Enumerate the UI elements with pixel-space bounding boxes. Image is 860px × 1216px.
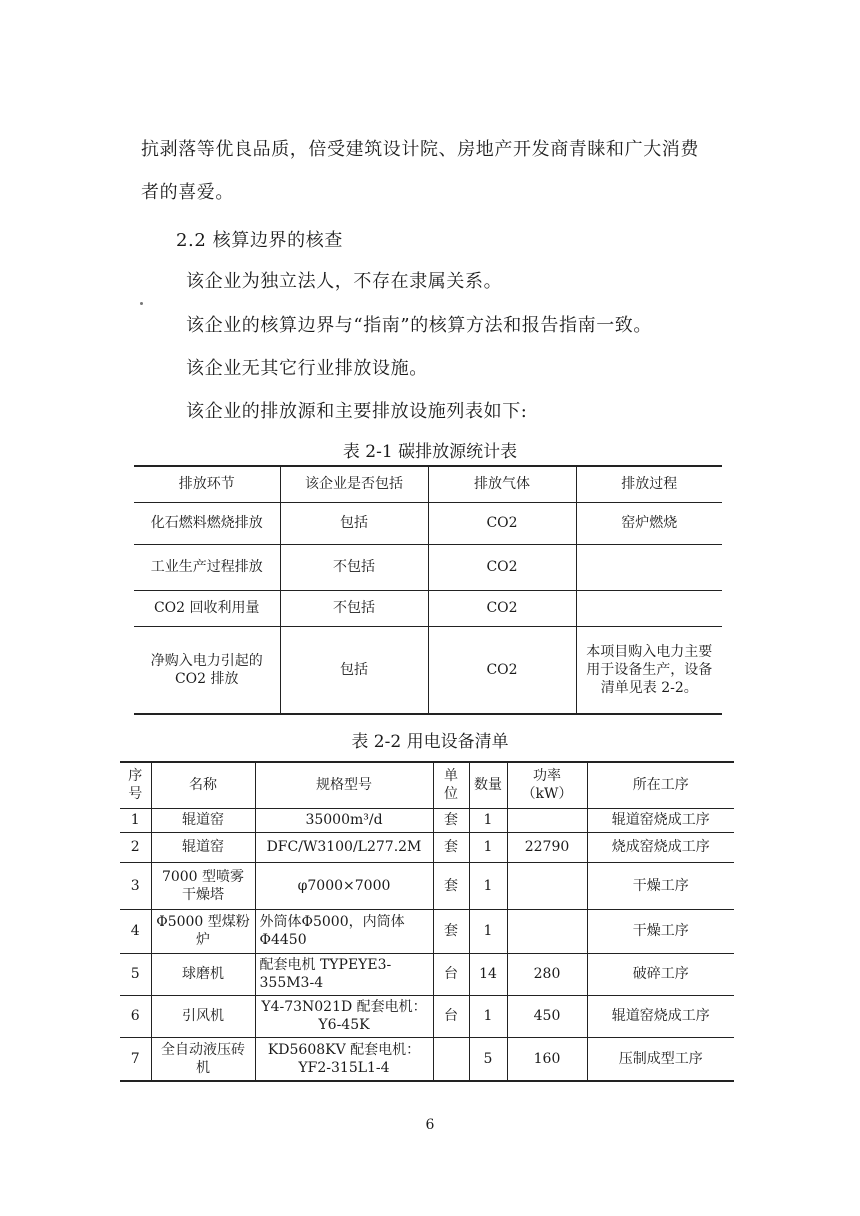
table-cell: 辊道窑烧成工序 <box>587 995 734 1037</box>
table-cell: 3 <box>120 862 151 909</box>
table-cell: Φ5000 型煤粉炉 <box>151 909 255 953</box>
table-cell: 450 <box>507 995 587 1037</box>
table-row <box>120 995 734 1037</box>
table-row <box>120 862 734 909</box>
table-row <box>120 1037 734 1081</box>
table-cell: CO2 <box>428 502 576 544</box>
table-header-cell: 单位 <box>433 762 469 808</box>
table-cell: 工业生产过程排放 <box>134 544 280 590</box>
table-cell: 干燥工序 <box>587 862 734 909</box>
table-cell: 破碎工序 <box>587 953 734 995</box>
table-cell: 包括 <box>280 502 428 544</box>
table-header-row <box>120 762 734 808</box>
paragraph-line-1: 抗剥落等优良品质，倍受建筑设计院、房地产开发商青睐和广大消费 <box>141 139 699 160</box>
table-header-row <box>134 466 722 502</box>
table-header-cell: 排放过程 <box>576 466 722 502</box>
paragraph-line-2: 者的喜爱。 <box>141 182 234 203</box>
table-cell <box>507 808 587 832</box>
table-cell: 套 <box>433 862 469 909</box>
table-cell: 1 <box>120 808 151 832</box>
table-cell: 1 <box>469 995 507 1037</box>
table-cell <box>576 590 722 626</box>
table-header-cell: 排放气体 <box>428 466 576 502</box>
table-cell: Y4-73N021D 配套电机：Y6-45K <box>255 995 433 1037</box>
table-row <box>134 590 722 626</box>
table-cell: 1 <box>469 862 507 909</box>
table-row <box>120 832 734 862</box>
table-row <box>134 544 722 590</box>
table-cell <box>507 862 587 909</box>
table-cell: 不包括 <box>280 544 428 590</box>
table-cell: 1 <box>469 909 507 953</box>
table-cell: 280 <box>507 953 587 995</box>
table-cell: 烧成窑烧成工序 <box>587 832 734 862</box>
table-row <box>120 808 734 832</box>
table-cell: 本项目购入电力主要用于设备生产，设备清单见表 2-2。 <box>576 626 722 714</box>
table-row <box>134 626 722 714</box>
table-cell: 160 <box>507 1037 587 1081</box>
table2-caption: 表 2-2 用电设备清单 <box>351 732 509 752</box>
table-cell: DFC/W3100/L277.2M <box>255 832 433 862</box>
table-cell: 2 <box>120 832 151 862</box>
table-cell: 14 <box>469 953 507 995</box>
table-cell <box>433 1037 469 1081</box>
table-header-cell: 名称 <box>151 762 255 808</box>
table-cell: 1 <box>469 808 507 832</box>
table-cell: 5 <box>120 953 151 995</box>
page-number: 6 <box>425 1117 435 1133</box>
table-header-cell: 所在工序 <box>587 762 734 808</box>
table-header-cell: 规格型号 <box>255 762 433 808</box>
table-cell: 辊道窑 <box>151 808 255 832</box>
table-cell: 净购入电力引起的 CO2 排放 <box>134 626 280 714</box>
paragraph-list-intro: 该企业的排放源和主要排放设施列表如下: <box>186 401 528 422</box>
scan-speck <box>140 302 143 305</box>
table-cell: 配套电机 TYPEYE3-355M3-4 <box>255 953 433 995</box>
table-cell: 7000 型喷雾干燥塔 <box>151 862 255 909</box>
table-cell: 化石燃料燃烧排放 <box>134 502 280 544</box>
table-cell: 窑炉燃烧 <box>576 502 722 544</box>
table-cell: 包括 <box>280 626 428 714</box>
table-cell: 35000m³/d <box>255 808 433 832</box>
table-cell: 干燥工序 <box>587 909 734 953</box>
table-cell: 1 <box>469 832 507 862</box>
table-cell: 压制成型工序 <box>587 1037 734 1081</box>
paragraph-boundary: 该企业的核算边界与“指南”的核算方法和报告指南一致。 <box>186 315 653 336</box>
table-cell: CO2 <box>428 590 576 626</box>
emission-source-table <box>134 465 722 715</box>
table-cell: 22790 <box>507 832 587 862</box>
table-row <box>120 953 734 995</box>
table-header-cell: 序号 <box>120 762 151 808</box>
equipment-table <box>120 761 734 1082</box>
paragraph-other-facilities: 该企业无其它行业排放设施。 <box>186 358 428 379</box>
table-cell: 台 <box>433 995 469 1037</box>
table-cell: 引风机 <box>151 995 255 1037</box>
table-cell: 套 <box>433 808 469 832</box>
table-cell: CO2 回收利用量 <box>134 590 280 626</box>
table-cell: 外筒体Φ5000，内筒体Φ4450 <box>255 909 433 953</box>
table-cell: 全自动液压砖机 <box>151 1037 255 1081</box>
table-cell: CO2 <box>428 626 576 714</box>
table-cell: 6 <box>120 995 151 1037</box>
table-header-cell: 排放环节 <box>134 466 280 502</box>
table1-caption: 表 2-1 碳排放源统计表 <box>342 442 518 462</box>
table-cell: φ7000×7000 <box>255 862 433 909</box>
table-cell: 7 <box>120 1037 151 1081</box>
table-cell: 辊道窑 <box>151 832 255 862</box>
table-cell: KD5608KV 配套电机：YF2-315L1-4 <box>255 1037 433 1081</box>
table-cell: CO2 <box>428 544 576 590</box>
table-cell: 4 <box>120 909 151 953</box>
paragraph-legal-entity: 该企业为独立法人，不存在隶属关系。 <box>186 271 503 292</box>
table-cell: 套 <box>433 909 469 953</box>
table-cell: 辊道窑烧成工序 <box>587 808 734 832</box>
table-cell: 不包括 <box>280 590 428 626</box>
table-header-cell: 功率（kW） <box>507 762 587 808</box>
table-row <box>120 909 734 953</box>
table-cell <box>576 544 722 590</box>
section-heading: 2.2 核算边界的核查 <box>176 230 343 251</box>
table-cell <box>507 909 587 953</box>
table-cell: 台 <box>433 953 469 995</box>
table-cell: 球磨机 <box>151 953 255 995</box>
table-cell: 套 <box>433 832 469 862</box>
table-cell: 5 <box>469 1037 507 1081</box>
table-row <box>134 502 722 544</box>
table-header-cell: 数量 <box>469 762 507 808</box>
table-header-cell: 该企业是否包括 <box>280 466 428 502</box>
